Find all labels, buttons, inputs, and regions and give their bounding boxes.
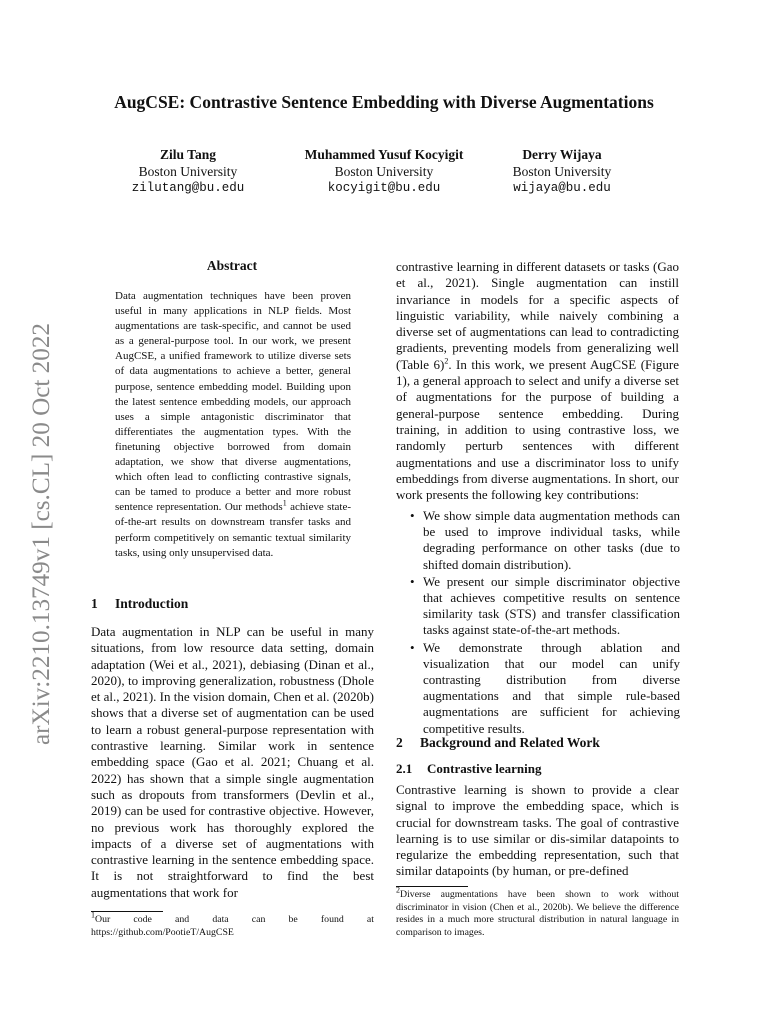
footnote-mark: 1 <box>282 498 287 508</box>
list-item-text: We present our simple discriminator objective that achieves competitive results on sentence similarity task (STS) and transfer classification tasks against state-of-the-art methods. <box>423 573 680 638</box>
author-affiliation: Boston University <box>512 164 612 179</box>
list-item <box>396 640 680 737</box>
arxiv-stamp <box>20 320 60 750</box>
author-name: Muhammed Yusuf Kocyigit <box>304 147 464 162</box>
contributions-list <box>396 508 680 738</box>
footnote-text: Diverse augmentations have been shown to work without discriminator in vision (Chen et al., 2020b). We believe the difference resides in a much more structural distribution in natural language in comparison to images. <box>396 889 679 938</box>
list-item-text: We show simple data augmentation methods can be used to improve individual tasks, while degrading performance on other tasks (due to shifted domain distribution). <box>423 508 680 572</box>
author-email: kocyigit@bu.edu <box>327 181 441 195</box>
bullet-icon: • <box>410 573 415 589</box>
footnote-1 <box>91 910 374 939</box>
section-number: 1 <box>91 596 98 611</box>
footnote-mark: 2 <box>444 356 449 366</box>
author-name: Derry Wijaya <box>522 147 602 162</box>
subsection-number: 2.1 <box>396 761 413 776</box>
list-item-text: We demonstrate through ablation and visualization that our model can unify contrasting distribution from diverse augmentations and that simple rule-based augmentations are sufficient for achieving competitive results. <box>423 639 680 736</box>
contrastive-learning-text: Contrastive learning is shown to provide a clear signal to improve the embedding space, which is crucial for downstream tasks. The goal of contrastive learning is to use similar or dis-similar datapoints to regularize the embedding representation, such that similar datapoints (by human, or pre-defined <box>396 782 679 879</box>
right-column-text <box>396 259 679 503</box>
abstract-heading: Abstract <box>206 258 258 273</box>
section-heading-background <box>396 735 600 751</box>
footnote-2 <box>396 885 679 939</box>
section-number: 2 <box>396 735 403 750</box>
introduction-text: Data augmentation in NLP can be useful in many situations, from low resource data setting, domain adaptation (Wei et al., 2021), debiasing (Dinan et al., 2020), to improving generalization, robustness (Dhole et al., 2021). In the vision domain, Chen et al. (2020b) shows that a diverse set of augmentation can be used to learn a robust general-purpose representation with contrastive learning. Similar work in sentence embedding space (Gao et al. 2021; Chuang et al. 2022) has shown that a simple single augmentation such as dropouts from transformers (Devlin et al., 2019) can be used for contrastive objective. However, no previous work has thoroughly explored the impacts of a diverse set of augmentations with contrastive learning in the sentence embedding space. It is not straightforward to find the best augmentations that work for <box>91 624 374 900</box>
list-item <box>396 508 680 573</box>
author-email: wijaya@bu.edu <box>513 181 611 195</box>
subsection-title: Contrastive learning <box>427 761 542 776</box>
footnote-rule <box>396 886 468 887</box>
arxiv-identifier: arXiv:2210.13749v1 [cs.CL] 20 Oct 2022 <box>28 325 55 745</box>
section-title: Introduction <box>115 596 189 611</box>
bullet-icon: • <box>410 639 415 655</box>
author-affiliation: Boston University <box>334 164 434 179</box>
right-column-text-part: . In this work, we present AugCSE (Figure 1), a general approach to select and unify a diverse set of augmentations for the purpose of building a general-purpose sentence embedding. During training, in addition to using contrastive loss, we randomly perturb sentences with different augmentations and use a discriminator loss to unify embeddings from diverse augmentations. In short, our work presents the following key contributions: <box>396 356 680 503</box>
abstract-text-part: Data augmentation techniques have been proven useful in many applications in NLP fields. Most augmentations are task-specific, and cannot be used as a general-purpose tool. In our work, we present AugCSE, a unified framework to utilize diverse sets of data augmentations to achieve a better, general purpose, sentence embedding model. Building upon the latest sentence embedding models, our approach uses a simple antagonistic discriminator that differentiates the augmentation types. With the finetuning objective borrowed from domain adaptation, we show that diverse augmentations, which often lead to conflicting contrastive signals, can be tamed to produce a better and more robust sentence representation. Our methods <box>115 290 351 514</box>
footnote-rule <box>91 911 163 912</box>
paper-title: AugCSE: Contrastive Sentence Embedding with Diverse Augmentations <box>114 92 654 112</box>
subsection-heading-contrastive <box>396 761 541 777</box>
author-affiliation: Boston University <box>138 164 238 179</box>
section-title: Background and Related Work <box>420 735 600 750</box>
author-block <box>118 146 258 197</box>
bullet-icon: • <box>410 508 415 523</box>
abstract-text-part: achieve state-of-the-art results on downstream transfer tasks and perform competitively on semantic textual similarity tasks, using only unsupervised data. <box>115 501 352 559</box>
author-name: Zilu Tang <box>160 147 216 162</box>
section-heading-introduction <box>91 596 188 612</box>
author-email: zilutang@bu.edu <box>131 181 245 195</box>
footnote-text: Our code and data can be found at https://github.com/PootieT/AugCSE <box>91 914 374 938</box>
right-column-text-part: contrastive learning in different datasets or tasks (Gao et al., 2021). Single augmentation can instill invariance in models for a specific aspects of linguistic variability, while naively combining a diverse set of augmentations can lead to contradicting gradients, preventing models from generalizing well (Table 6) <box>396 259 679 372</box>
list-item <box>396 574 680 639</box>
author-block <box>502 146 622 197</box>
author-block <box>279 146 489 197</box>
footnote-mark: 1 <box>91 910 95 920</box>
abstract-text <box>115 289 351 561</box>
footnote-mark: 2 <box>396 885 400 895</box>
